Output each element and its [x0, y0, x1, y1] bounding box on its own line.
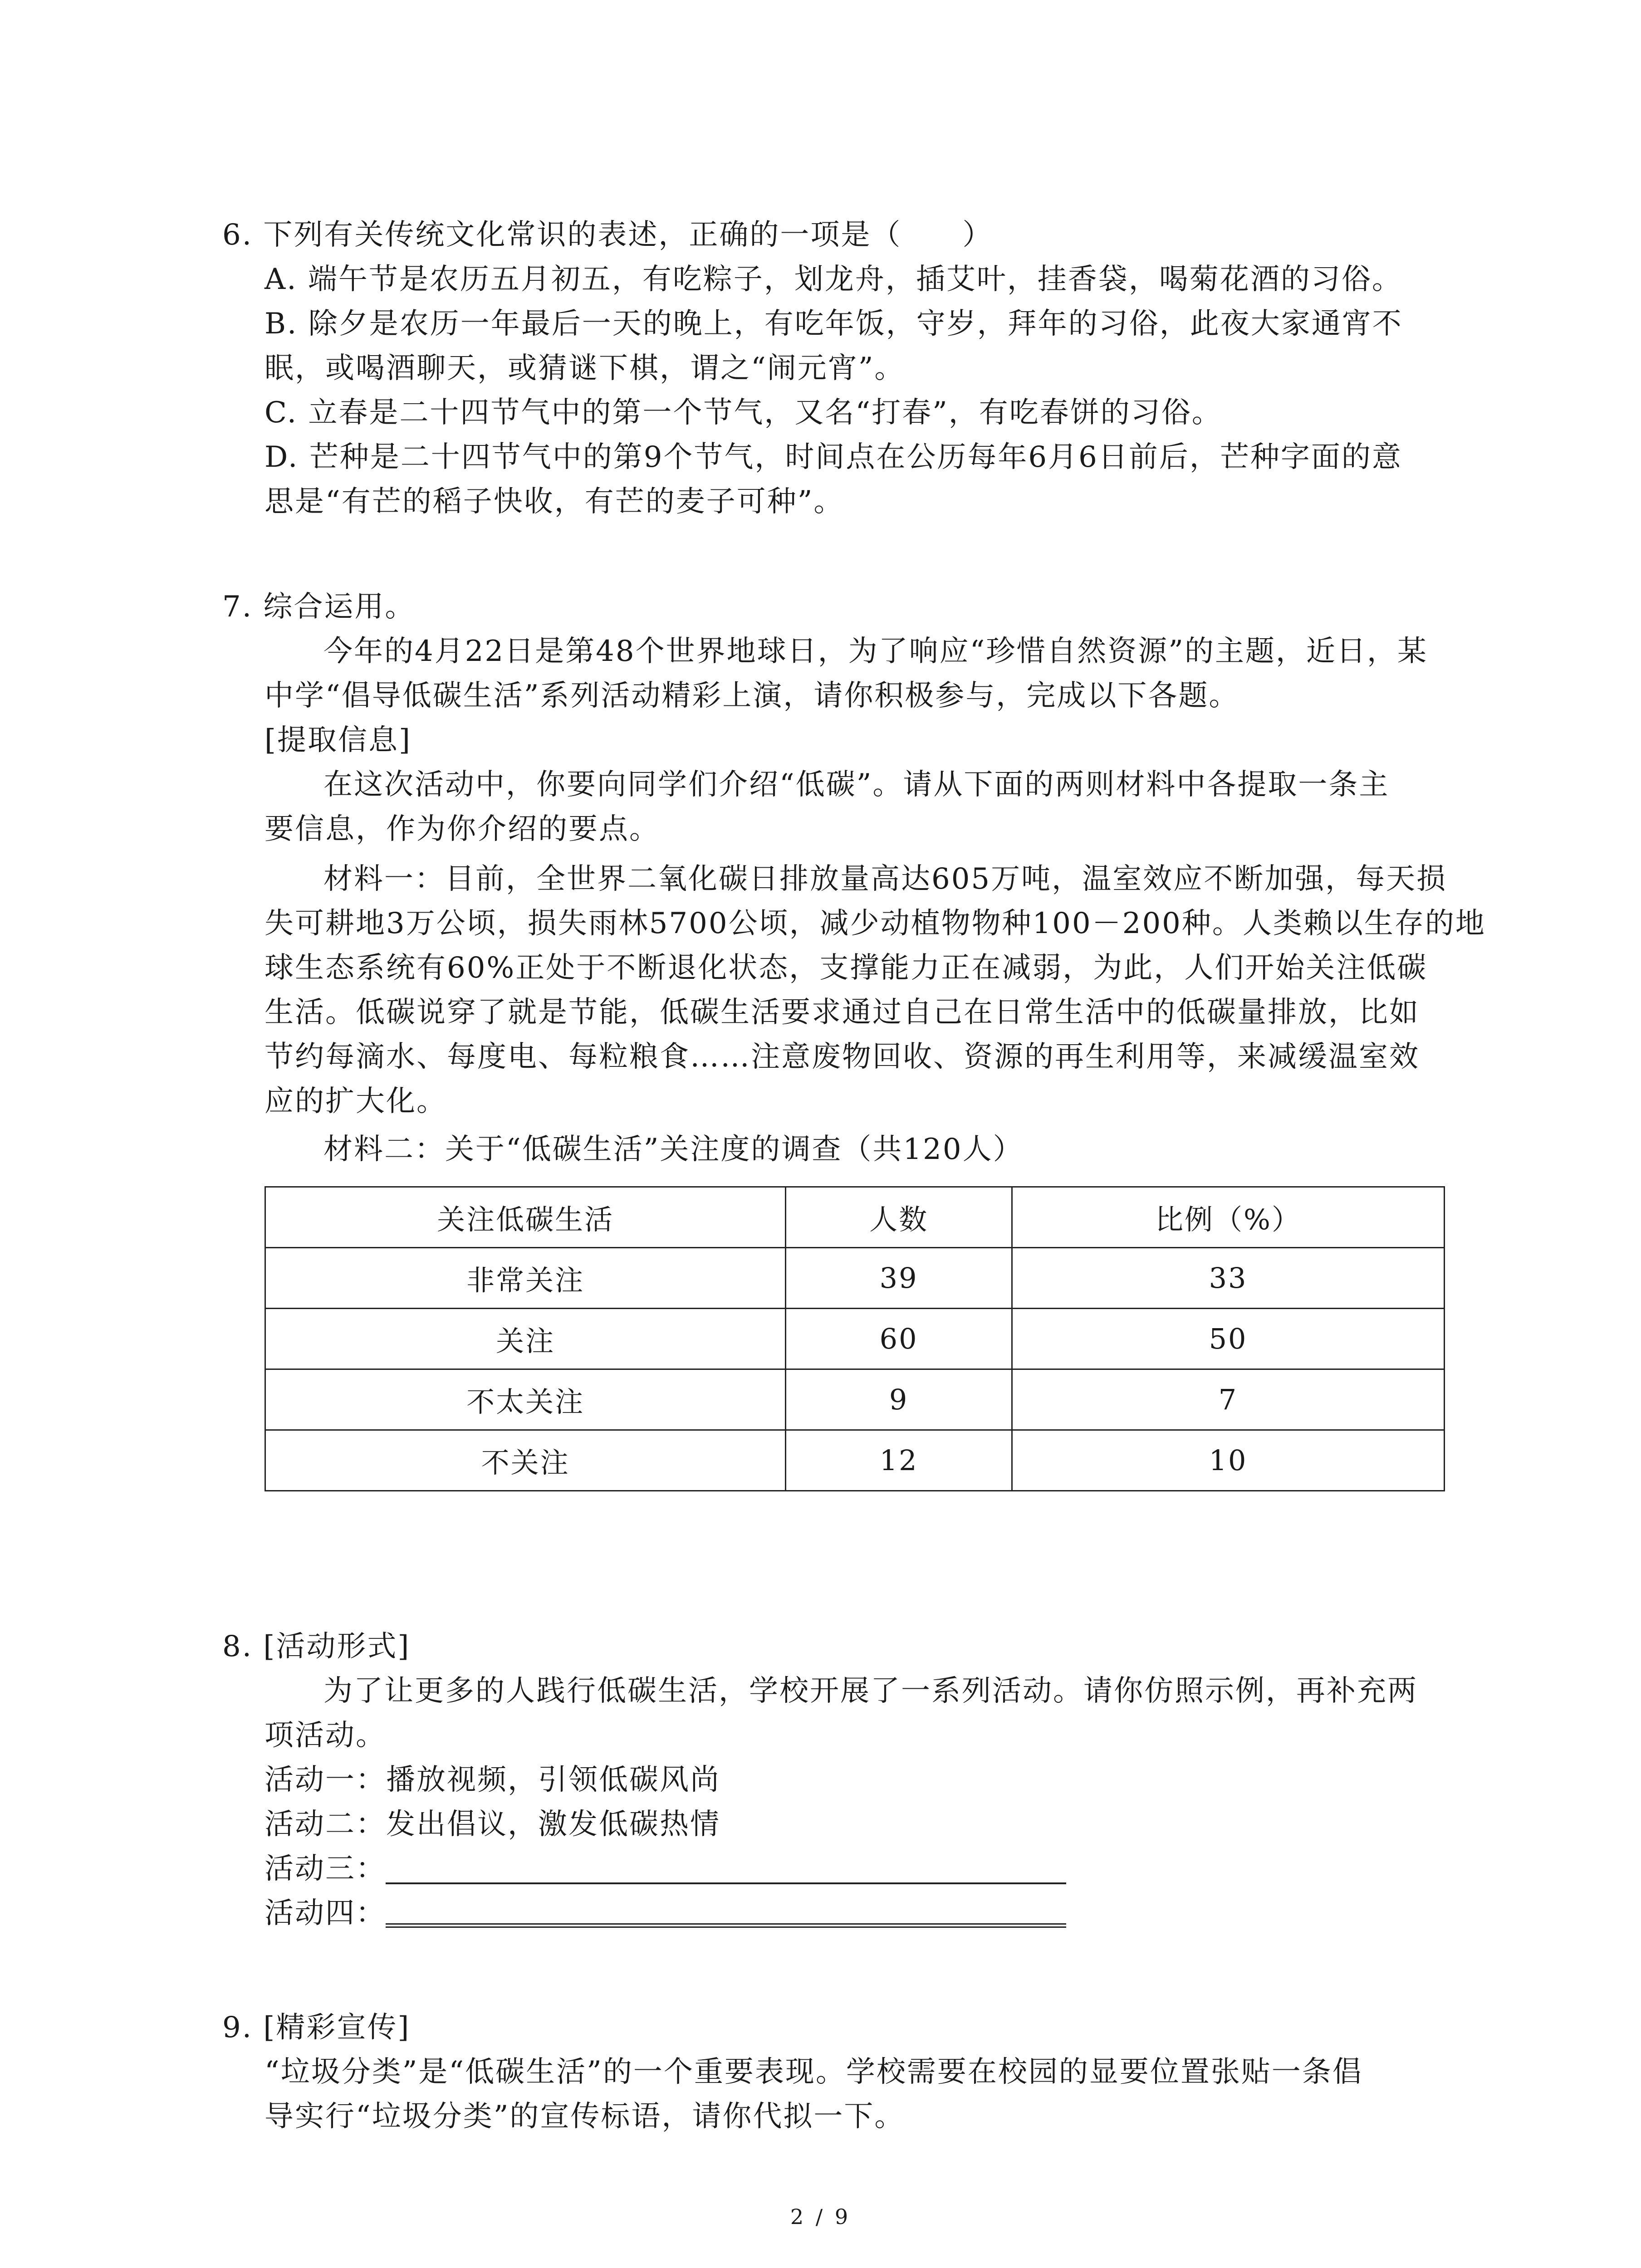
q6-option-a: A. 端午节是农历五月初五，有吃粽子，划龙舟，插艾叶，挂香袋，喝菊花酒的习俗。 — [265, 263, 1402, 296]
q6-option-d-cont: 思是“有芒的稻子快收，有芒的麦子可种”。 — [265, 485, 844, 518]
table-row — [265, 1309, 1445, 1369]
survey-table — [265, 1186, 1445, 1491]
table-cell: 10 — [1012, 1430, 1445, 1491]
table-cell: 不关注 — [265, 1430, 786, 1491]
q7-task-line-2: 要信息，作为你介绍的要点。 — [265, 812, 660, 846]
material1-line-2: 失可耕地3万公顷，损失雨林5700公顷，减少动植物物种100－200种。人类赖以生存的地 — [265, 907, 1486, 940]
table-cell: 12 — [786, 1430, 1012, 1491]
material2-title: 材料二：关于“低碳生活”关注度的调查（共120人） — [323, 1133, 1024, 1166]
table-cell: 9 — [786, 1369, 1012, 1430]
table-cell: 50 — [1012, 1309, 1445, 1369]
material1-line-4: 生活。低碳说穿了就是节能，低碳生活要求通过自己在日常生活中的低碳量排放，比如 — [265, 996, 1420, 1029]
activity-four-label: 活动四： — [265, 1897, 386, 1930]
q8-intro-line-1: 为了让更多的人践行低碳生活，学校开展了一系列活动。请你仿照示例，再补充两 — [323, 1674, 1418, 1708]
q7-intro-line-2: 中学“倡导低碳生活”系列活动精彩上演，请你积极参与，完成以下各题。 — [265, 679, 1239, 713]
material1-line-6: 应的扩大化。 — [265, 1085, 447, 1118]
q6-option-b-cont: 眠，或喝酒聊天，或猜谜下棋，谓之“闹元宵”。 — [265, 352, 905, 385]
table-cell: 33 — [1012, 1248, 1445, 1309]
table-cell: 不太关注 — [265, 1369, 786, 1430]
q6-option-b: B. 除夕是农历一年最后一天的晚上，有吃年饭，守岁，拜年的习俗，此夜大家通宵不 — [265, 307, 1403, 341]
q7-intro-line-1: 今年的4月22日是第48个世界地球日，为了响应“珍惜自然资源”的主题，近日，某 — [323, 635, 1428, 668]
table-cell: 60 — [786, 1309, 1012, 1369]
q7-section-title: [提取信息] — [265, 723, 411, 757]
table-row — [265, 1248, 1445, 1309]
table-header-cell: 比例（%） — [1012, 1187, 1445, 1248]
table-header-row — [265, 1187, 1445, 1248]
q9-body-line-1: “垃圾分类”是“低碳生活”的一个重要表现。学校需要在校园的显要位置张贴一条倡 — [265, 2055, 1363, 2089]
q6-option-c: C. 立春是二十四节气中的第一个节气，又名“打春”，有吃春饼的习俗。 — [265, 396, 1222, 430]
table-cell: 非常关注 — [265, 1248, 786, 1309]
material1-line-3: 球生态系统有60%正处于不断退化状态，支撑能力正在减弱，为此，人们开始关注低碳 — [265, 951, 1428, 985]
q7-stem: 7. 综合运用。 — [222, 590, 416, 624]
table-cell: 7 — [1012, 1369, 1445, 1430]
q8-stem: 8. [活动形式] — [222, 1630, 411, 1663]
activity-two: 活动二：发出倡议，激发低碳热情 — [265, 1808, 720, 1841]
activity-four-answer-line[interactable] — [386, 1923, 1066, 1928]
table-row — [265, 1369, 1445, 1430]
page-number: 2 / 9 — [790, 2204, 851, 2229]
activity-three-answer-line[interactable] — [386, 1882, 1066, 1884]
activity-three-label: 活动三： — [265, 1852, 386, 1886]
table-header-cell: 人数 — [786, 1187, 1012, 1248]
material1-line-1: 材料一：目前，全世界二氧化碳日排放量高达605万吨，温室效应不断加强，每天损 — [323, 862, 1447, 896]
q9-body-line-2: 导实行“垃圾分类”的宣传标语，请你代拟一下。 — [265, 2100, 905, 2133]
table-row — [265, 1430, 1445, 1491]
q8-intro-line-2: 项活动。 — [265, 1719, 386, 1752]
q9-stem: 9. [精彩宣传] — [222, 2011, 411, 2044]
table-header-cell: 关注低碳生活 — [265, 1187, 786, 1248]
q6-stem: 6. 下列有关传统文化常识的表述，正确的一项是（ ） — [222, 218, 993, 252]
q7-task-line-1: 在这次活动中，你要向同学们介绍“低碳”。请从下面的两则材料中各提取一条主 — [323, 768, 1390, 802]
material1-line-5: 节约每滴水、每度电、每粒粮食……注意废物回收、资源的再生利用等，来减缓温室效 — [265, 1040, 1420, 1074]
q6-option-d: D. 芒种是二十四节气中的第9个节气，时间点在公历每年6月6日前后，芒种字面的意 — [265, 440, 1402, 474]
table-cell: 关注 — [265, 1309, 786, 1369]
table-cell: 39 — [786, 1248, 1012, 1309]
activity-one: 活动一：播放视频，引领低碳风尚 — [265, 1763, 720, 1797]
